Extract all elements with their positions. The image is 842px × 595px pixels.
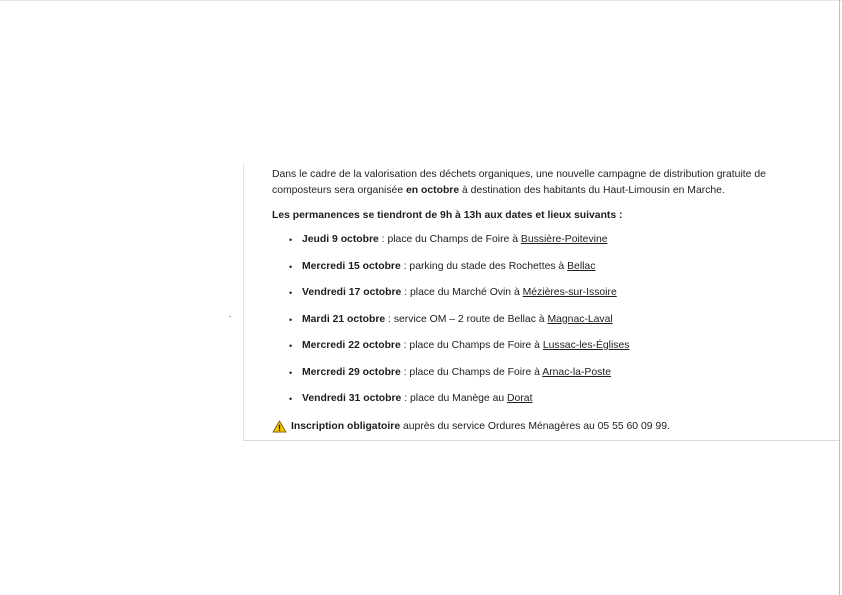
intro-paragraph (272, 167, 802, 199)
document-content (272, 167, 802, 435)
session-date: Vendredi 31 octobre (302, 393, 402, 404)
scan-speck (229, 316, 231, 317)
session-date: Mercredi 22 octobre (302, 340, 401, 351)
notice-text: auprès du service Ordures Ménagères au 05 55 60 09 99. (400, 420, 670, 432)
session-date: Vendredi 17 octobre (302, 287, 402, 298)
session-place: : place du Marché Ovin à (401, 287, 523, 298)
session-item (272, 391, 802, 418)
intro-text-end: à destination des habitants du Haut-Limousin en Marche. (459, 185, 725, 196)
bullet: • (289, 367, 293, 378)
warning-icon (272, 420, 287, 433)
notice-emphasis: Inscription obligatoire (291, 420, 401, 432)
session-place: : place du Champs de Foire à (400, 366, 543, 378)
registration-notice (272, 419, 802, 435)
session-item (272, 285, 802, 312)
session-date: Mardi 21 octobre (302, 313, 386, 325)
session-item (272, 259, 802, 286)
bullet: • (289, 261, 293, 272)
intro-emphasis: en octobre (406, 185, 460, 196)
bullet: • (289, 394, 293, 404)
session-town: Lussac-les-Églises (542, 340, 630, 351)
session-list (272, 232, 802, 418)
scan-edge-right (839, 0, 840, 595)
session-town: Arnac-la-Poste (542, 366, 611, 378)
session-place: : service OM – 2 route de Bellac à (385, 313, 548, 325)
bullet: • (289, 341, 293, 351)
bullet: • (289, 314, 293, 325)
session-town: Bussière-Poitevine (520, 234, 608, 245)
scan-edge-top (0, 0, 842, 1)
session-place: : parking du stade des Rochettes à (400, 260, 568, 272)
bullet: • (289, 235, 293, 245)
session-town: Magnac-Laval (547, 313, 613, 325)
bullet: • (289, 288, 293, 298)
session-town: Bellac (567, 260, 596, 272)
session-place: : place du Champs de Foire à (378, 234, 521, 245)
session-place: : place du Manège au (401, 393, 508, 404)
session-date: Jeudi 9 octobre (302, 234, 379, 245)
schedule-heading: Les permanences se tiendront de 9h à 13h aux dates et lieux suivants : (272, 210, 623, 221)
session-date: Mercredi 29 octobre (302, 366, 401, 378)
session-town: Dorat (507, 393, 533, 404)
session-item (272, 232, 802, 259)
session-place: : place du Champs de Foire à (400, 340, 543, 351)
session-item (272, 312, 802, 339)
session-item (272, 365, 802, 392)
session-date: Mercredi 15 octobre (302, 260, 401, 272)
intro-text-start: Dans le cadre de la valorisation des déchets organiques, une nouvelle campagne de distribution gratuite de composteurs sera organisée (272, 169, 766, 196)
session-item (272, 338, 802, 365)
session-town: Mézières-sur-Issoire (522, 287, 617, 298)
